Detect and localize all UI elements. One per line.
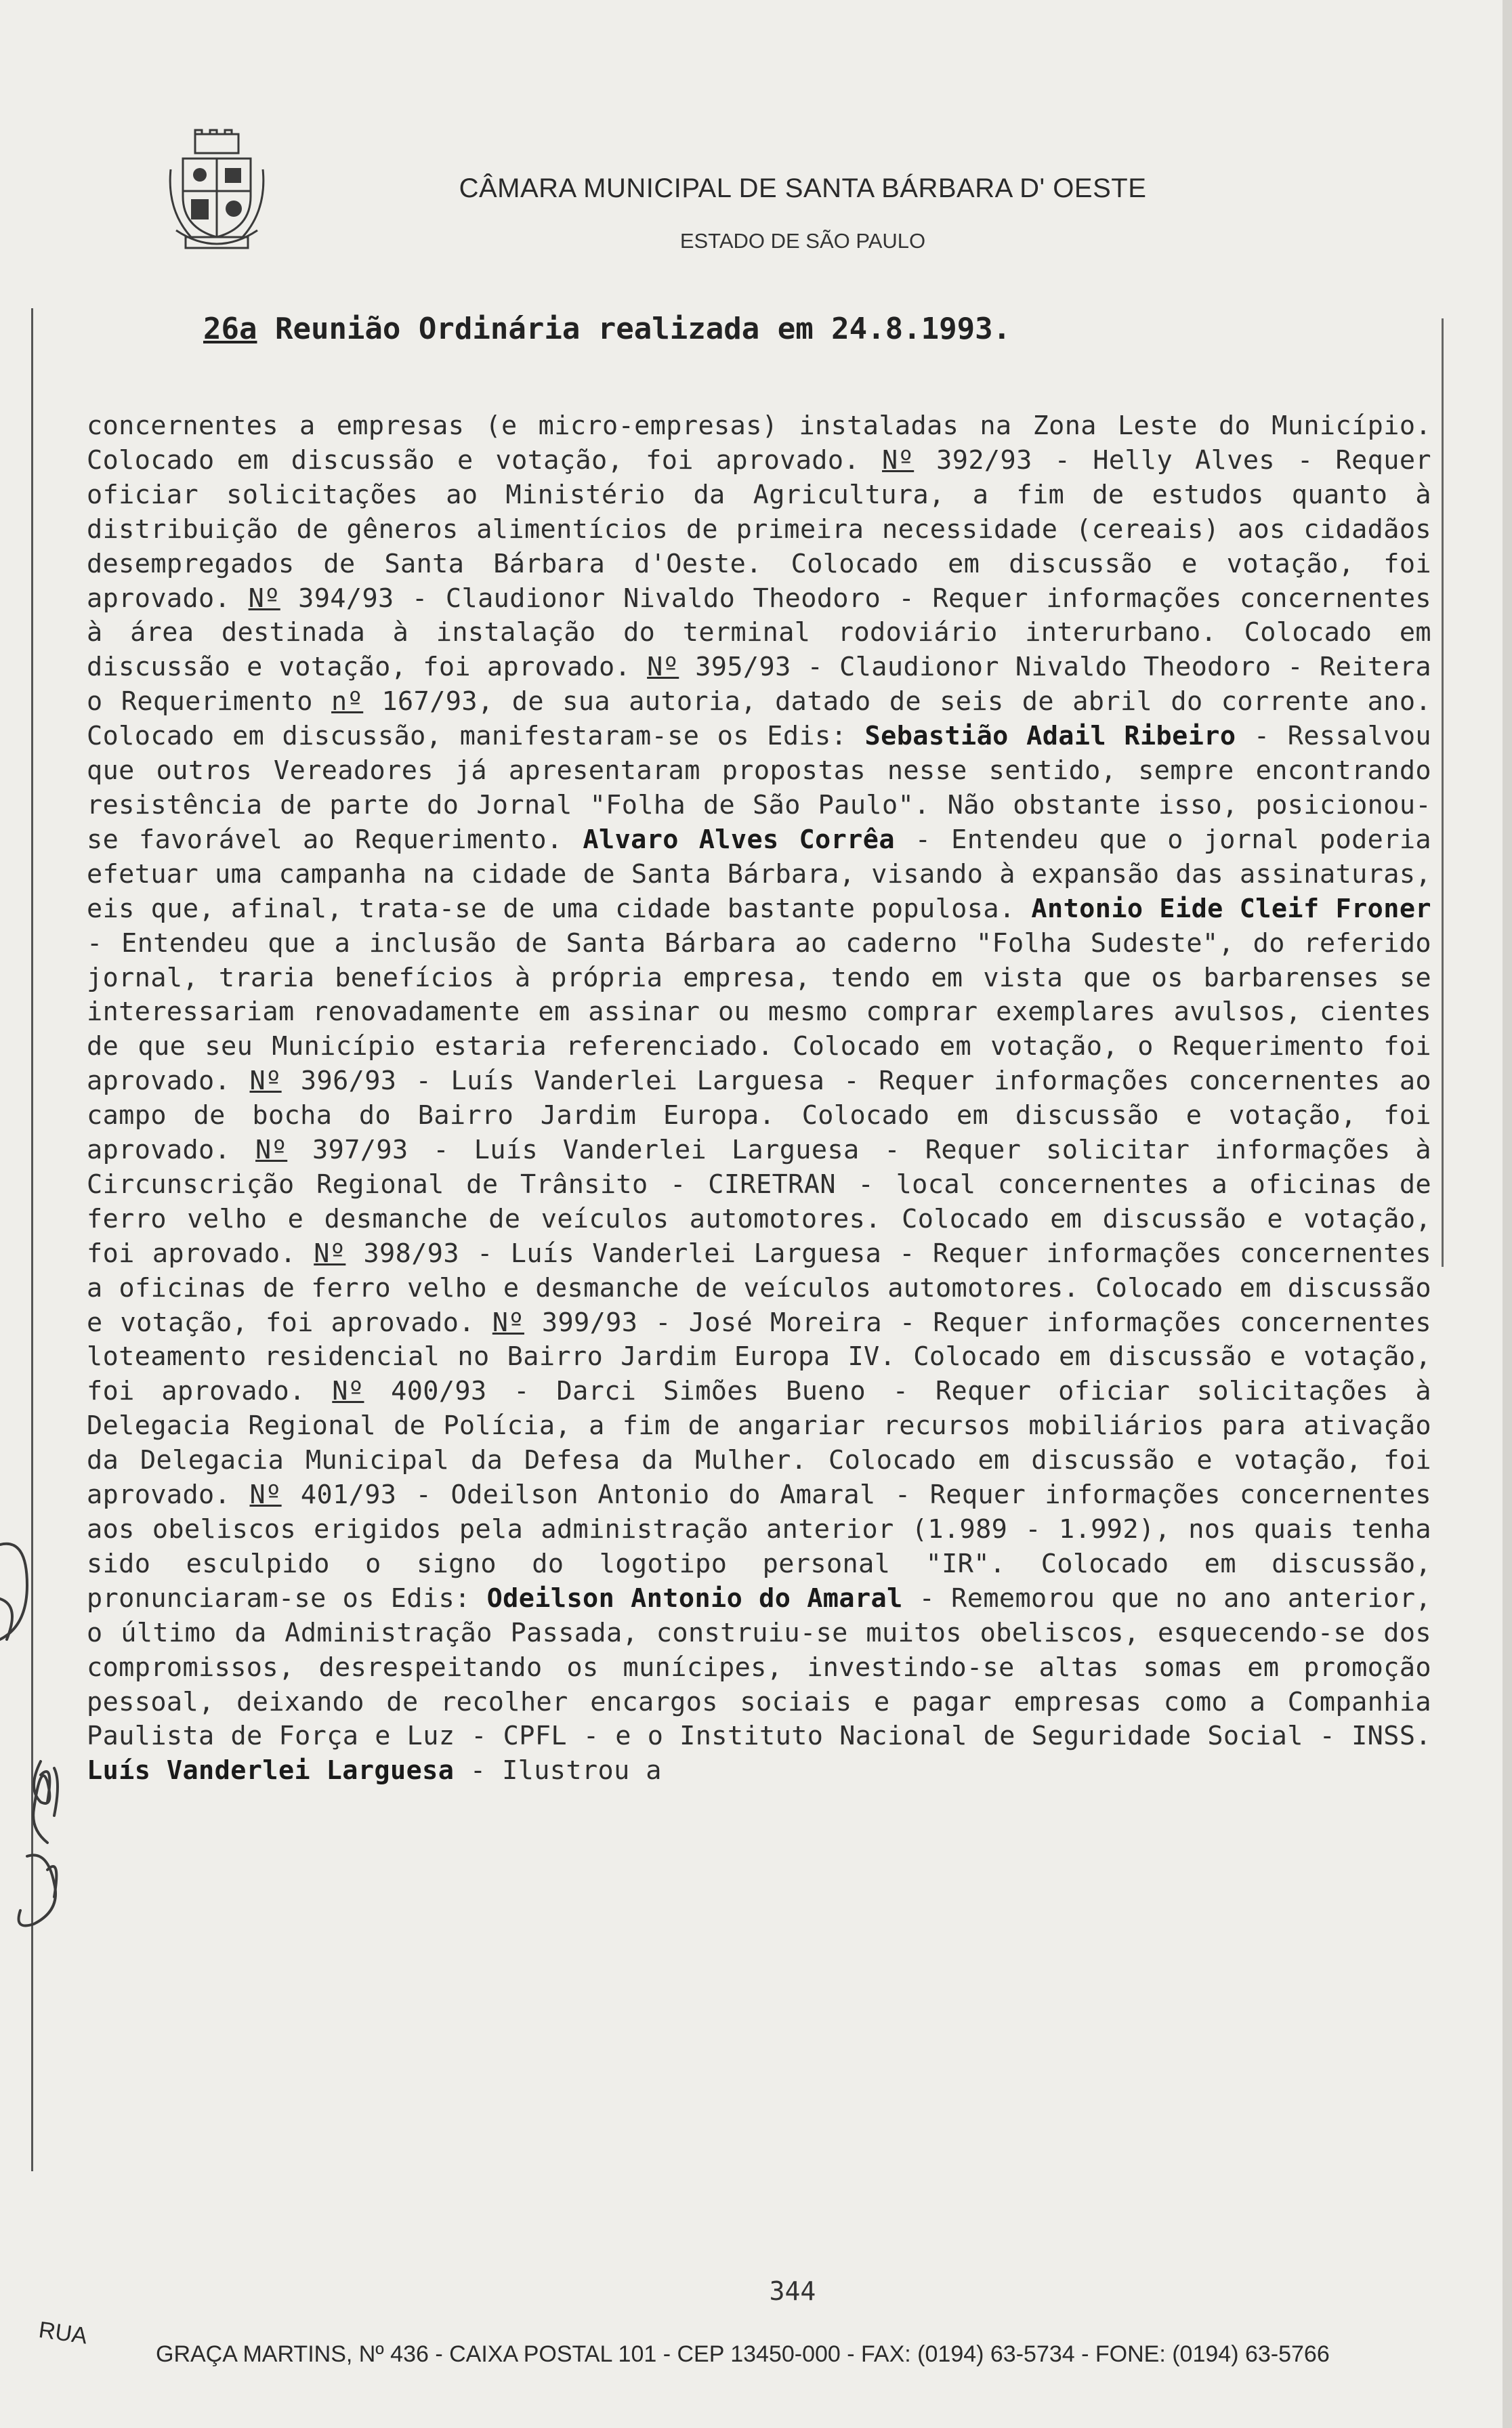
handwritten-signature [0, 1518, 95, 1992]
body-text-segment: - Ressalvou que outros Vereadores já apresentaram propostas nesse sentido, sempre encontrando resistência de parte do Jornal "Folha de São Paulo". Não obstante isso, posicionou-se favorável ao Requerimento. [87, 721, 1431, 855]
footer-address-text: GRAÇA MARTINS, Nº 436 - CAIXA POSTAL 101 - CEP 13450-000 - FAX: (0194) 63-5734 - FONE: (0194) 63-5766 [156, 2341, 1330, 2367]
speaker-name: Alvaro Alves Corrêa [583, 824, 895, 855]
body-text-segment: - Entendeu que a inclusão de Santa Bárbara ao caderno "Folha Sudeste", do referido jornal, traria benefícios à própria empresa, tendo em vista que os barbarenses se interessariam renovadamente em assinar ou mesmo comprar exemplares avulsos, cientes de que seu Município estaria referenciado. Colocado em votação, o Requerimento foi aprovado. [87, 927, 1431, 1097]
body-text-segment: - Rememorou que no ano anterior, o último da Administração Passada, construiu-se muitos obeliscos, esquecendo-se dos compromissos, desrespeitando os munícipes, investindo-se altas somas em promoção pessoal, deixando de recolher encargos sociais e pagar empresas como a Companhia Paulista de Força e Luz - CPFL - e o Instituto Nacional de Seguridade Social - INSS. [87, 1583, 1431, 1752]
speaker-name: Luís Vanderlei Larguesa [87, 1755, 455, 1786]
number-abbrev: Nº [882, 444, 915, 476]
institution-state: ESTADO DE SÃO PAULO [679, 229, 926, 253]
body-text-segment: 401/93 - Odeilson Antonio do Amaral - Requer informações concernentes aos obeliscos erigidos pela administração anterior (1.989 - 1.992), nos quais tenha sido esculpido o signo do logotipo personal "IR". Colocado em discussão, pronunciaram-se os Edis: [87, 1480, 1432, 1614]
session-title-text: Reunião Ordinária realizada em 24.8.1993. [257, 312, 1011, 346]
number-abbrev: Nº [332, 1376, 364, 1407]
body-text-segment: 400/93 - Darci Simões Bueno - Requer oficiar solicitações à Delegacia Regional de Polícia, a fim de angariar recursos mobiliários para ativação da Delegacia Municipal da Defesa da Mulher. Colocado em discussão e votação, foi aprovado. [87, 1376, 1431, 1511]
number-abbrev: Nº [249, 1480, 282, 1511]
body-text-segment: 394/93 - Claudionor Nivaldo Theodoro - Requer informações concernentes à área destinada à instalação do terminal rodoviário interurbano. Colocado em discussão e votação, foi aprovado. [87, 583, 1432, 683]
speaker-name: Sebastião Adail Ribeiro [864, 721, 1236, 752]
letterhead [0, 129, 1512, 278]
number-abbrev: Nº [255, 1135, 288, 1166]
body-text-segment: - Entendeu que o jornal poderia efetuar uma campanha na cidade de Santa Bárbara, visando à expansão das assinaturas, eis que, afinal, trata-se de uma cidade bastante populosa. [87, 824, 1431, 924]
minutes-body [87, 409, 1431, 1788]
body-text-segment: 396/93 - Luís Vanderlei Larguesa - Requer informações concernentes ao campo de bocha do Bairro Jardim Europa. Colocado em discussão e votação, foi aprovado. [87, 1066, 1432, 1166]
page-number: 344 [769, 2276, 816, 2306]
page-edge [1503, 0, 1512, 2428]
number-abbrev: Nº [492, 1307, 524, 1338]
right-margin-rule [1442, 318, 1444, 1267]
speaker-name: Antonio Eide Cleif Froner [1031, 893, 1431, 924]
footer-address-prefix: RUA [37, 2317, 89, 2349]
number-abbrev: Nº [314, 1238, 346, 1269]
number-abbrev: Nº [249, 1066, 282, 1097]
body-text-segment: 399/93 - José Moreira - Requer informações concernentes loteamento residencial no Bairro Jardim Europa IV. Colocado em discussão e votação, foi aprovado. [87, 1307, 1431, 1407]
number-abbrev: nº [331, 686, 364, 717]
speaker-name: Odeilson Antonio do Amaral [486, 1583, 903, 1614]
body-text-segment: 167/93, de sua autoria, datado de seis de abril do corrente ano. Colocado em discussão, manifestaram-se os Edis: [87, 686, 1431, 752]
session-title [203, 312, 1423, 346]
body-text-segment: 398/93 - Luís Vanderlei Larguesa - Requer informações concernentes a oficinas de ferro velho e desmanche de veículos automotores. Colocado em discussão e votação, foi aprovado. [87, 1238, 1431, 1338]
body-text-segment: 392/93 - Helly Alves - Requer oficiar solicitações ao Ministério da Agricultura, a fim de estudos quanto à distribuição de gêneros alimentícios de primeira necessidade (cereais) aos cidadãos desempregados de Santa Bárbara d'Oeste. Colocado em discussão e votação, foi aprovado. [87, 444, 1431, 614]
number-abbrev: Nº [248, 583, 280, 614]
institution-name: CÂMARA MUNICIPAL DE SANTA BÁRBARA D' OESTE [459, 173, 1147, 203]
footer-address [37, 2317, 1497, 2378]
body-text-segment: concernentes a empresas (e micro-empresas) instaladas na Zona Leste do Município. Colocado em discussão e votação, foi aprovado. [87, 411, 1431, 476]
body-text-segment: - Ilustrou a [454, 1755, 662, 1786]
number-abbrev: Nº [647, 652, 679, 683]
session-ordinal: 26a [203, 312, 257, 346]
coat-of-arms-icon [163, 129, 271, 257]
body-text-segment: 397/93 - Luís Vanderlei Larguesa - Requer solicitar informações à Circunscrição Regional de Trânsito - CIRETRAN - local concernentes a oficinas de ferro velho e desmanche de veículos automotores. Colocado em discussão e votação, foi aprovado. [87, 1135, 1431, 1269]
body-text-segment: 395/93 - Claudionor Nivaldo Theodoro - Reitera o Requerimento [87, 652, 1431, 717]
